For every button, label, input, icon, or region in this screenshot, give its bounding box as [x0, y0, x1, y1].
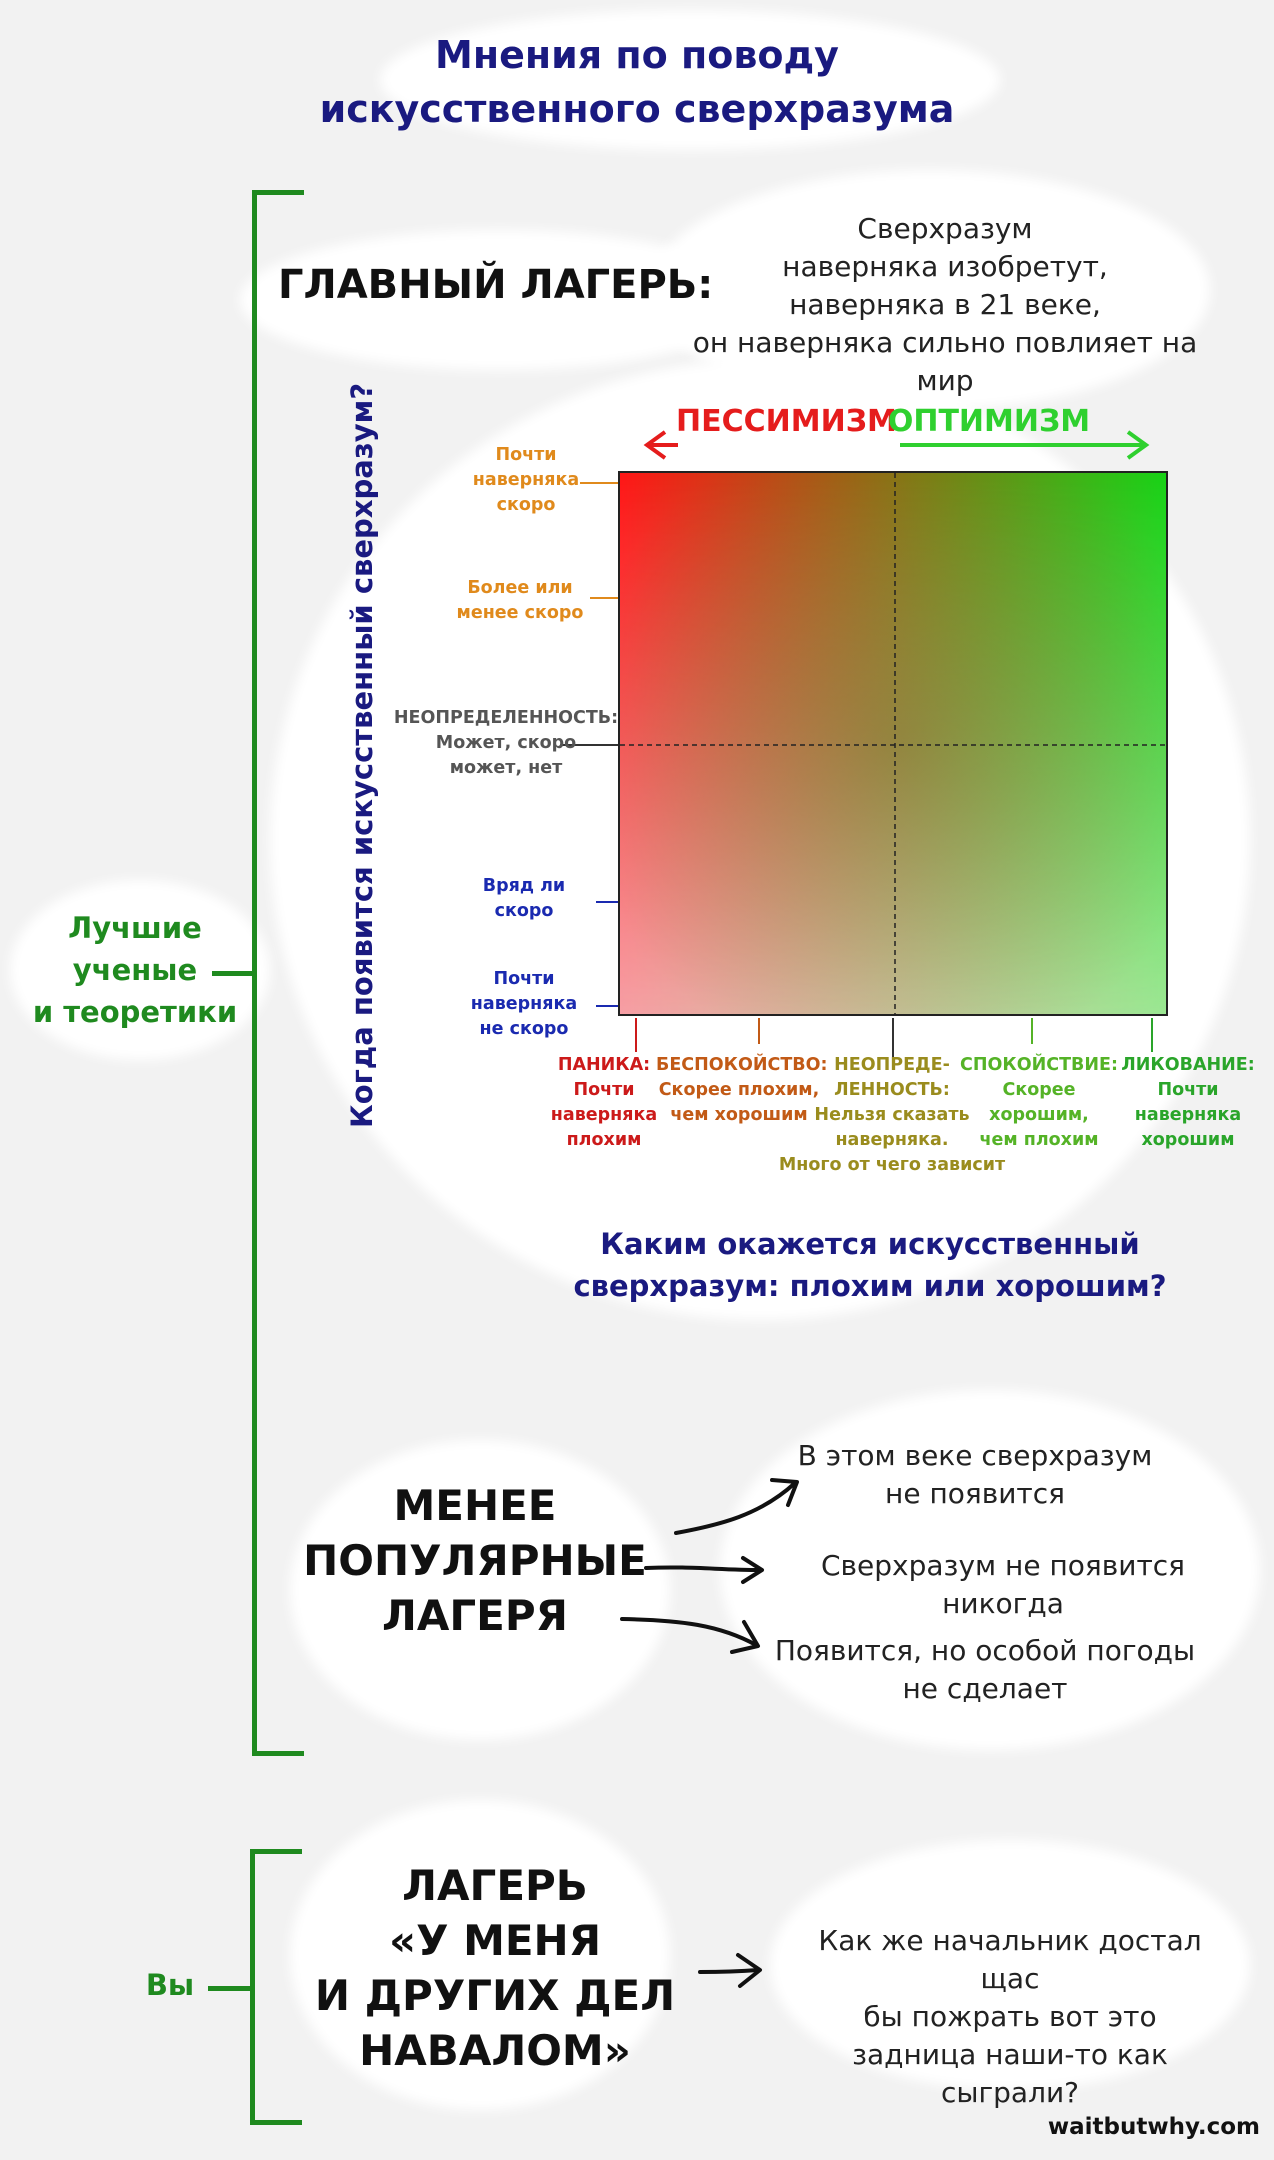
x-label-calm: СПОКОЙСТВИЕ: Скорее хорошим, чем плохим	[960, 1055, 1118, 1150]
x-label-panic: ПАНИКА: Почти наверняка плохим	[550, 1055, 658, 1150]
less-popular-heading: МЕНЕЕ ПОПУЛЯРНЫЕ ЛАГЕРЯ	[303, 1481, 647, 1640]
x-label-jubilation: ЛИКОВАНИЕ: Почти наверняка хорошим	[1121, 1055, 1255, 1150]
main-camp-heading: ГЛАВНЫЙ ЛАГЕРЬ:	[278, 262, 714, 308]
y-axis-title: Когда появится искусственный сверхразум?	[345, 382, 379, 1128]
x-tick	[1031, 1018, 1033, 1044]
main-camp-note: Сверхразум наверняка изобретут, наверняка в 21 веке, он наверняка сильно повлияет на мир	[692, 212, 1198, 397]
credit: waitbutwhy.com	[1047, 2114, 1260, 2140]
you-bracket-bottom	[250, 2120, 302, 2125]
x-label-uncertainty: НЕОПРЕДЕ- ЛЕННОСТЬ: Нельзя сказать наверняка. Много от чего зависит	[778, 1055, 1006, 1175]
y-label-almost-certainly-not-soon: Почти наверняка не скоро	[470, 969, 578, 1039]
x-label-anxiety: БЕСПОКОЙСТВО: Скорее плохим, чем хорошим	[656, 1055, 828, 1125]
y-label-uncertainty: НЕОПРЕДЕЛЕННОСТЬ: Может, скоро может, нет	[393, 708, 619, 778]
x-tick	[635, 1018, 637, 1052]
x-tick	[1151, 1018, 1153, 1052]
you-label: Вы	[145, 1968, 195, 2002]
your-camp-thought: Как же начальник достал щас бы пожрать вот это задница наши-то как сыграли?	[818, 1924, 1202, 2109]
you-bracket-top	[250, 1849, 302, 1854]
x-tick	[758, 1018, 760, 1044]
opinion-never: Сверхразум не появится никогда	[821, 1549, 1185, 1620]
page-title: Мнения по поводу искусственного сверхразума	[319, 33, 955, 131]
y-label-more-or-less-soon: Более или менее скоро	[456, 578, 584, 623]
experts-bracket-top	[252, 190, 304, 195]
pessimism-label: ПЕССИМИЗМ	[676, 404, 897, 439]
opinion-no-big-deal: Появится, но особой погоды не сделает	[774, 1634, 1196, 1705]
experts-bracket-line	[252, 190, 257, 1756]
optimism-label: ОПТИМИЗМ	[887, 404, 1091, 439]
x-axis-title: Каким окажется искусственный сверхразум: плохим или хорошим?	[573, 1227, 1167, 1303]
arrow-icon	[700, 1955, 760, 1986]
quadrant-chart	[618, 471, 1168, 1016]
experts-bracket-bottom	[252, 1751, 304, 1756]
you-bracket-line	[250, 1849, 255, 2125]
y-label-almost-certainly-soon: Почти наверняка скоро	[472, 445, 580, 515]
experts-label: Лучшие ученые и теоретики	[32, 911, 238, 1029]
y-label-unlikely-soon: Вряд ли скоро	[482, 876, 566, 921]
your-camp-heading: ЛАГЕРЬ «У МЕНЯ И ДРУГИХ ДЕЛ НАВАЛОМ»	[314, 1861, 676, 2075]
quadrant-gradient	[620, 473, 1168, 1016]
x-tick	[892, 1018, 894, 1058]
opinion-not-this-century: В этом веке сверхразум не появится	[797, 1439, 1153, 1510]
